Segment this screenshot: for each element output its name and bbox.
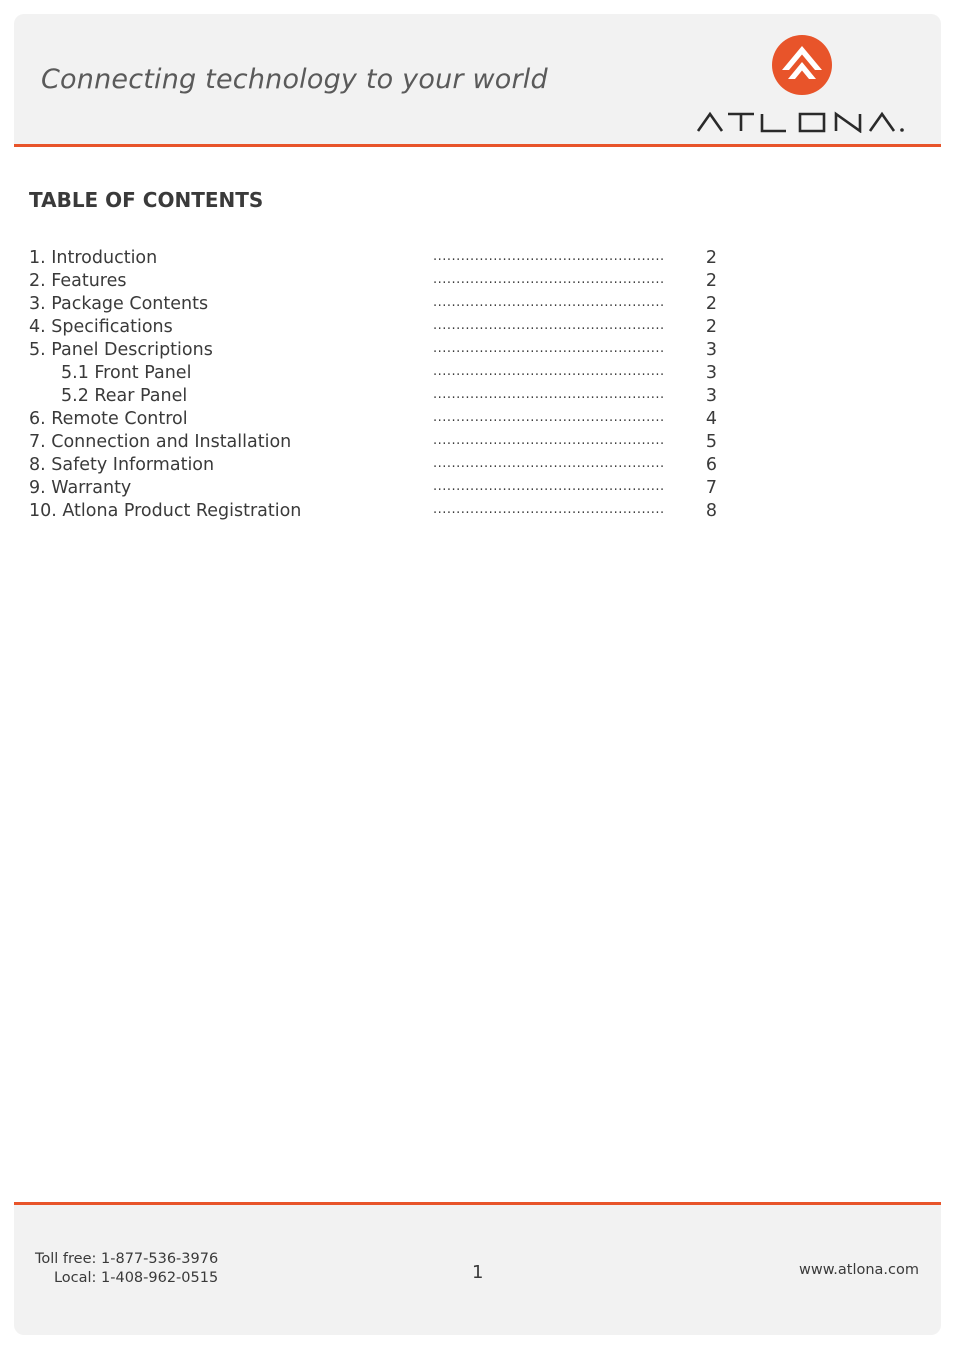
- header-divider: [14, 144, 941, 147]
- toc-title: TABLE OF CONTENTS: [29, 188, 264, 212]
- toc-leader: ..................................................: [433, 341, 665, 356]
- toc-entry-rear-panel[interactable]: [29, 385, 729, 408]
- toc-entry-page: 8: [705, 501, 717, 521]
- tagline: Connecting technology to your world: [41, 64, 548, 95]
- toc-leader: ..................................................: [433, 387, 665, 402]
- toc-leader: ..................................................: [433, 272, 665, 287]
- toc-entry-page: 5: [705, 432, 717, 452]
- toc-entry-label: 5.1 Front Panel: [61, 363, 192, 383]
- toc-entry-label: 4. Specifications: [29, 317, 173, 337]
- toc-leader: ..................................................: [433, 433, 665, 448]
- toc-entry-features[interactable]: [29, 270, 729, 293]
- toc-leader: ..................................................: [433, 410, 665, 425]
- toc-leader: ..................................................: [433, 502, 665, 517]
- toc-leader: ..................................................: [433, 479, 665, 494]
- toc-entry-panel-descriptions[interactable]: [29, 339, 729, 362]
- toc-entry-specifications[interactable]: [29, 316, 729, 339]
- toc-entry-package-contents[interactable]: [29, 293, 729, 316]
- page-header: [14, 14, 941, 144]
- local-number: Local: 1-408-962-0515: [53, 1270, 219, 1286]
- toc-entry-safety-information[interactable]: [29, 454, 729, 477]
- atlona-logo: [694, 32, 924, 137]
- toc-entry-label: 5. Panel Descriptions: [29, 340, 213, 360]
- toc-entry-page: 3: [705, 363, 717, 383]
- page-footer: [14, 1205, 941, 1335]
- toc-entry-connection-installation[interactable]: [29, 431, 729, 454]
- toc-entry-page: 4: [705, 409, 717, 429]
- toc-entry-label: 8. Safety Information: [29, 455, 215, 475]
- table-of-contents: [29, 247, 729, 523]
- toc-entry-page: 3: [705, 340, 717, 360]
- toc-entry-page: 6: [705, 455, 717, 475]
- atlona-logo-mark-icon: [771, 34, 833, 96]
- atlona-wordmark: [696, 111, 918, 133]
- toc-entry-page: 3: [705, 386, 717, 406]
- toc-entry-page: 2: [705, 317, 717, 337]
- toc-entry-page: 2: [705, 294, 717, 314]
- toc-leader: ..................................................: [433, 456, 665, 471]
- toc-leader: ..................................................: [433, 364, 665, 379]
- toc-entry-label: 3. Package Contents: [29, 294, 209, 314]
- toc-entry-remote-control[interactable]: [29, 408, 729, 431]
- toc-entry-label: 9. Warranty: [29, 478, 132, 498]
- toc-entry-front-panel[interactable]: [29, 362, 729, 385]
- toc-entry-label: 6. Remote Control: [29, 409, 188, 429]
- toc-leader: ..................................................: [433, 318, 665, 333]
- toc-leader: ..................................................: [433, 295, 665, 310]
- page-number: 1: [472, 1262, 484, 1283]
- toc-entry-page: 7: [705, 478, 717, 498]
- website-link[interactable]: www.atlona.com: [799, 1262, 919, 1278]
- toc-entry-label: 1. Introduction: [29, 248, 158, 268]
- toc-entry-product-registration[interactable]: [29, 500, 729, 523]
- toc-entry-introduction[interactable]: [29, 247, 729, 270]
- toc-entry-page: 2: [705, 248, 717, 268]
- toc-leader: ..................................................: [433, 249, 665, 264]
- toc-entry-warranty[interactable]: [29, 477, 729, 500]
- toc-entry-label: 2. Features: [29, 271, 127, 291]
- toc-entry-label: 10. Atlona Product Registration: [29, 501, 302, 521]
- toll-free-number: Toll free: 1-877-536-3976: [35, 1251, 219, 1267]
- contact-info: [35, 1250, 218, 1288]
- toc-entry-label: 5.2 Rear Panel: [61, 386, 188, 406]
- toc-entry-page: 2: [705, 271, 717, 291]
- toc-entry-label: 7. Connection and Installation: [29, 432, 292, 452]
